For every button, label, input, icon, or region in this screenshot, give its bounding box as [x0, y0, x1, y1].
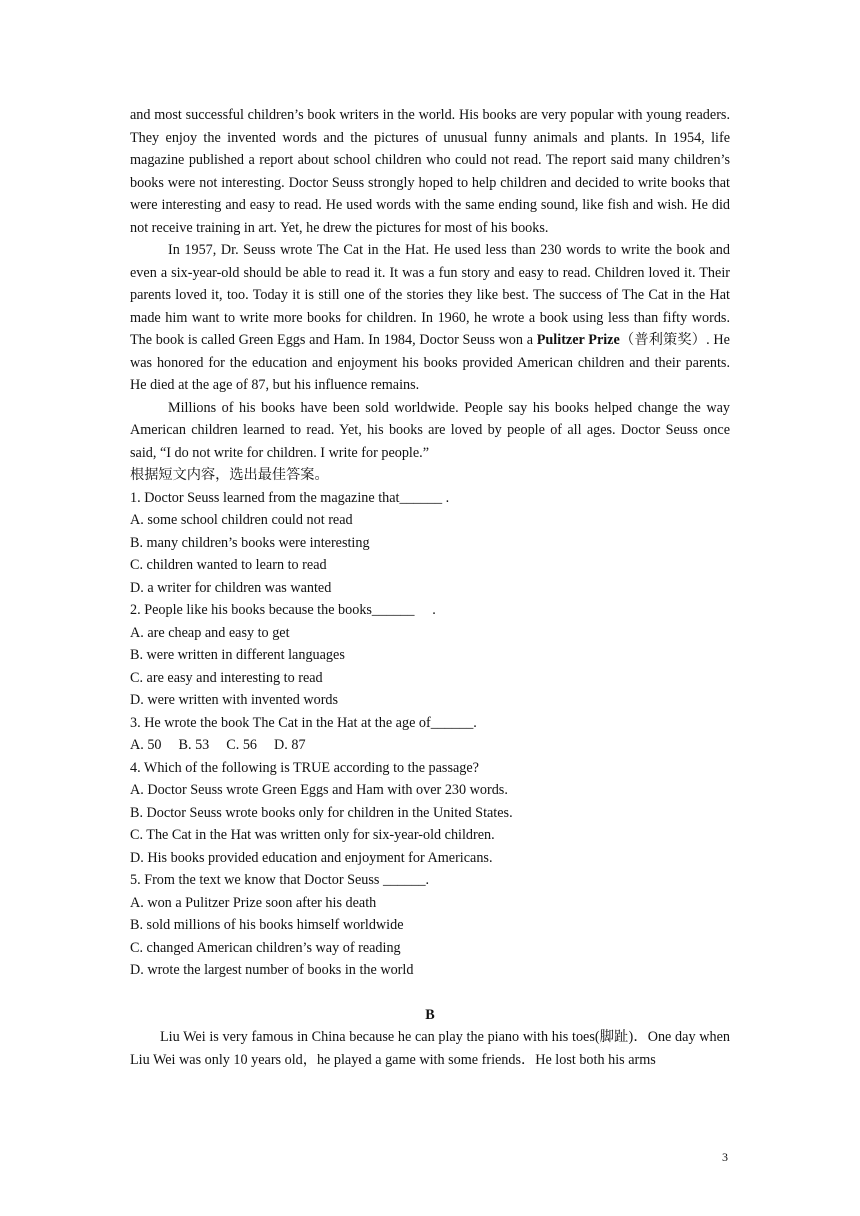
- option-text: C. changed American children’s way of reading: [130, 939, 401, 956]
- document-page: [130, 104, 730, 1071]
- question-stem: 1. Doctor Seuss learned from the magazine that______ .: [130, 489, 450, 506]
- option-text: D. were written with invented words: [130, 692, 339, 708]
- option-text: A. some school children could not read: [130, 512, 353, 528]
- option-text: A. are cheap and easy to get: [130, 624, 290, 641]
- option-text: A. 50: [130, 737, 162, 753]
- option-text: C. are easy and interesting to read: [130, 669, 323, 686]
- option-text: D. a writer for children was wanted: [130, 579, 332, 596]
- option-text: B. many children’s books were interesting: [130, 534, 370, 551]
- section-b-heading: B: [425, 1006, 435, 1023]
- pulitzer-gloss: （普利策奖）: [619, 332, 707, 348]
- instruction-text: 根据短文内容，选出最佳答案。: [130, 467, 329, 483]
- option-text: B. Doctor Seuss wrote books only for children in the United States.: [130, 804, 513, 821]
- pulitzer-prize-term: Pulitzer Prize: [536, 332, 620, 348]
- question-stem: 5. From the text we know that Doctor Seuss ______.: [130, 872, 430, 888]
- option-text: C. 56: [226, 737, 258, 753]
- section-b-paragraph: Liu Wei is very famous in China because he can play the piano with his toes(脚趾)．One day when Liu Wei was only 10 years old，he played a game with some friends．He lost both his arms: [130, 1029, 730, 1068]
- page-number: 3: [722, 1150, 728, 1164]
- question-stem: 2. People like his books because the books______ .: [130, 602, 436, 618]
- option-text: A. won a Pulitzer Prize soon after his death: [130, 894, 377, 911]
- option-text: D. wrote the largest number of books in the world: [130, 962, 414, 978]
- passage-paragraph-3: Millions of his books have been sold worldwide. People say his books helped change the way American children learned to read. Yet, his books are loved by people of all ages. Doctor Seuss once said, “I do not write for children. I write for people.”: [130, 399, 730, 461]
- option-text: B. sold millions of his books himself worldwide: [130, 917, 404, 933]
- question-stem: 4. Which of the following is TRUE according to the passage?: [130, 759, 479, 776]
- passage-paragraph-1: and most successful children’s book writers in the world. His books are very popular with young readers. They enjoy the invented words and the pictures of unusual funny animals and plants. In 1954, life magazine published a report about school children who could not read. The report said many children’s books were not interesting. Doctor Seuss strongly hoped to help children and decided to write books that were interesting and easy to read. He used words with the same ending sound, like fish and wish. He did not receive training in art. Yet, he drew the pictures for most of his books.: [130, 107, 730, 236]
- option-text: D. His books provided education and enjoyment for Americans.: [130, 849, 493, 866]
- option-text: C. The Cat in the Hat was written only for six-year-old children.: [130, 827, 495, 843]
- question-stem: 3. He wrote the book The Cat in the Hat at the age of______.: [130, 714, 477, 731]
- option-text: A. Doctor Seuss wrote Green Eggs and Ham with over 230 words.: [130, 782, 508, 798]
- inline-options: [130, 734, 730, 757]
- passage-paragraph-2: [130, 239, 730, 397]
- option-text: B. 53: [178, 737, 210, 753]
- passage-p2-text: In 1957, Dr. Seuss wrote The Cat in the Hat. He used less than 230 words to write the book and even a six-year-old should be able to read it. It was a fun story and easy to read. Children loved it. Their parents loved it, too. Today it is still one of the stories they like best. The success of The Cat in the Hat made him want to write more books for children. In 1960, he wrote a book using less than fifty words. The book is called Green Eggs and Ham. In 1984, Doctor Seuss won a: [130, 242, 730, 348]
- option-text: B. were written in different languages: [130, 647, 345, 663]
- option-text: C. children wanted to learn to read: [130, 557, 327, 573]
- passage-p2-end: . He was honored for the education and enjoyment his books provided American children and their parents. He died at the age of 87, but his influence remains.: [130, 332, 730, 393]
- option-text: D. 87: [274, 737, 306, 753]
